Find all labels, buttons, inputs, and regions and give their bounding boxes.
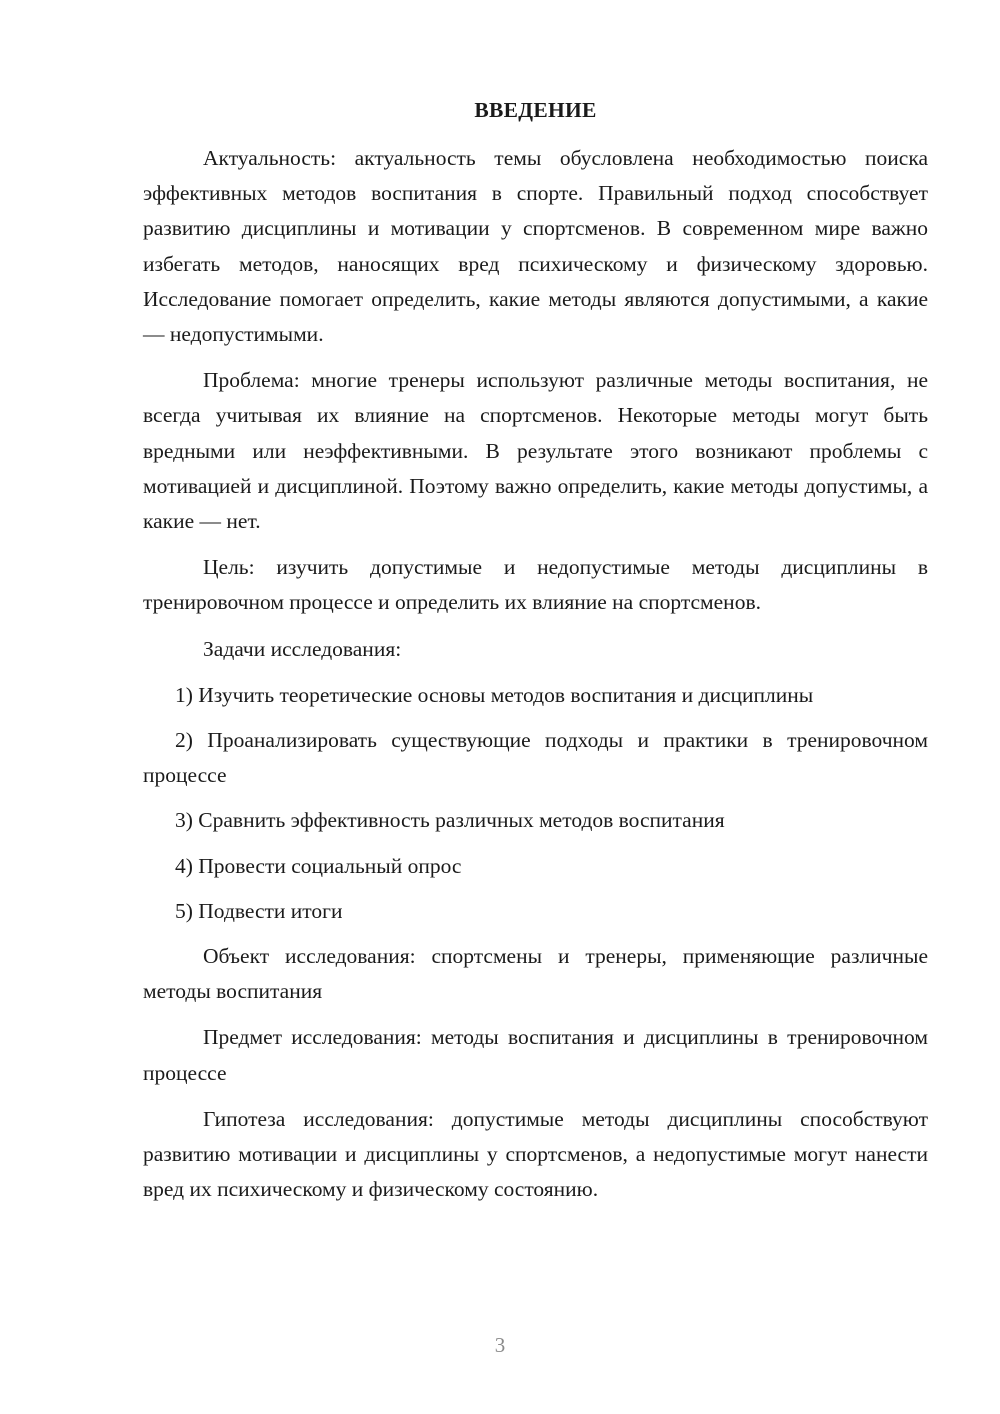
- list-item: 5) Подвести итоги: [175, 898, 343, 923]
- list-item: 2) Проанализировать существующие подходы и практики в тренировочном процессе: [143, 728, 928, 788]
- list-item: 4) Провести социальный опрос: [175, 853, 462, 878]
- document-page: [143, 96, 928, 1218]
- list-item: 1) Изучить теоретические основы методов воспитания и дисциплины: [175, 682, 814, 707]
- page-number: 3: [494, 1333, 506, 1357]
- list-item: 3) Сравнить эффективность различных методов воспитания: [175, 808, 725, 833]
- tasks-heading: Задачи исследования:: [203, 636, 402, 661]
- object-paragraph: Объект исследования: спортсмены и тренеры, применяющие различные методы воспитания: [143, 944, 928, 1004]
- tasks-list: [143, 678, 928, 929]
- problem-paragraph: Проблема: многие тренеры используют различные методы воспитания, не всегда учитывая их влияние на спортсменов. Некоторые методы могут быть вредными или неэффективными. В результате этого возникают проблемы с мотивацией и дисциплиной. Поэтому важно определить, какие методы допустимы, а какие — нет.: [143, 368, 928, 534]
- hypothesis-paragraph: Гипотеза исследования: допустимые методы дисциплины способствуют развитию мотивации и дисциплины у спортсменов, а недопустимые могут нанести вред их психическому и физическому состоянию.: [143, 1106, 928, 1202]
- subject-paragraph: Предмет исследования: методы воспитания и дисциплины в тренировочном процессе: [143, 1025, 928, 1085]
- relevance-paragraph: Актуальность: актуальность темы обусловлена необходимостью поиска эффективных методов воспитания в спорте. Правильный подход способствует развитию дисциплины и мотивации у спортсменов. В современном мире важно избегать методов, наносящих вред психическому и физическому здоровью. Исследование помогает определить, какие методы являются допустимыми, а какие — недопустимыми.: [143, 146, 928, 347]
- goal-paragraph: Цель: изучить допустимые и недопустимые методы дисциплины в тренировочном процессе и определить их влияние на спортсменов.: [143, 555, 928, 615]
- section-title: ВВЕДЕНИЕ: [474, 98, 597, 122]
